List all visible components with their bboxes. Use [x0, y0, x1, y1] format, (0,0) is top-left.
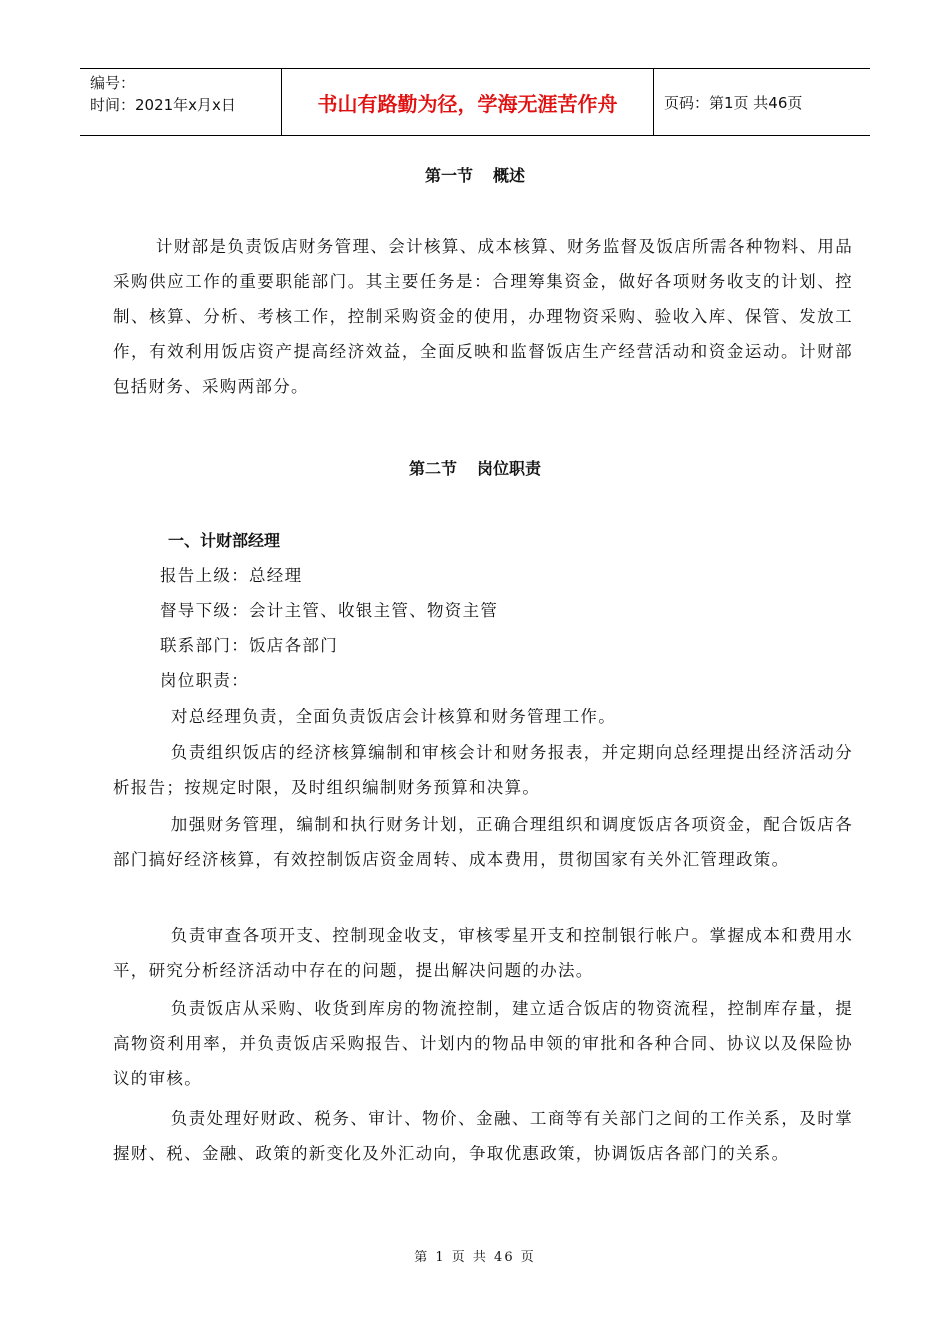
duty-paragraph: 对总经理负责，全面负责饭店会计核算和财务管理工作。: [171, 707, 616, 726]
document-number-label: 编号：: [90, 74, 136, 92]
contact-line: 联系部门：饭店各部门: [160, 636, 338, 655]
section1-paragraph: 计财部是负责饭店财务管理、会计核算、成本核算、财务监督及饭店所需各种物料、用品采购供应工作的重要职能部门。其主要任务是：合理筹集资金，做好各项财务收支的计划、控制、核算、分析、考核工作，控制采购资金的使用，办理物资采购、验收入库、保管、发放工作，有效利用饭店资产提高经济效益，全面反映和监督饭店生产经营活动和资金运动。计财部包括财务、采购两部分。: [113, 237, 853, 396]
page-footer: 第 1 页 共 46 页: [414, 1250, 536, 1265]
section2-title: 第二节 岗位职责: [408, 459, 542, 478]
report-to-line: 报告上级：总经理: [160, 566, 303, 585]
header-motto: 书山有路勤为径，学海无涯苦作舟: [282, 69, 654, 135]
duty-paragraph: 负责审查各项开支、控制现金收支，审核零星开支和控制银行帐户。掌握成本和费用水平，研究分析经济活动中存在的问题，提出解决问题的办法。: [113, 926, 853, 980]
duties-label: 岗位职责：: [160, 671, 249, 690]
duty-paragraph: 负责处理好财政、税务、审计、物价、金融、工商等有关部门之间的工作关系，及时掌握财、税、金融、政策的新变化及外汇动向，争取优惠政策，协调饭店各部门的关系。: [113, 1109, 853, 1163]
section1-title: 第一节 概述: [424, 166, 526, 185]
document-header: [80, 68, 870, 136]
duty-paragraph: 负责组织饭店的经济核算编制和审核会计和财务报表，并定期向总经理提出经济活动分析报告；按规定时限，及时组织编制财务预算和决算。: [113, 743, 853, 797]
header-meta: [80, 69, 282, 135]
duty-paragraph: 负责饭店从采购、收货到库房的物流控制，建立适合饭店的物资流程，控制库存量，提高物资利用率，并负责饭店采购报告、计划内的物品申领的审批和各种合同、协议以及保险协议的审核。: [113, 999, 853, 1088]
subheading-finance-manager: 一、计财部经理: [168, 531, 281, 550]
supervise-line: 督导下级：会计主管、收银主管、物资主管: [160, 601, 499, 620]
duty-paragraph: 加强财务管理，编制和执行财务计划，正确合理组织和调度饭店各项资金，配合饭店各部门搞好经济核算，有效控制饭店资金周转、成本费用，贯彻国家有关外汇管理政策。: [113, 815, 853, 869]
document-time-label: 时间：2021年x月x日: [90, 96, 236, 114]
header-page-info: 页码：第1页 共46页: [664, 93, 803, 112]
